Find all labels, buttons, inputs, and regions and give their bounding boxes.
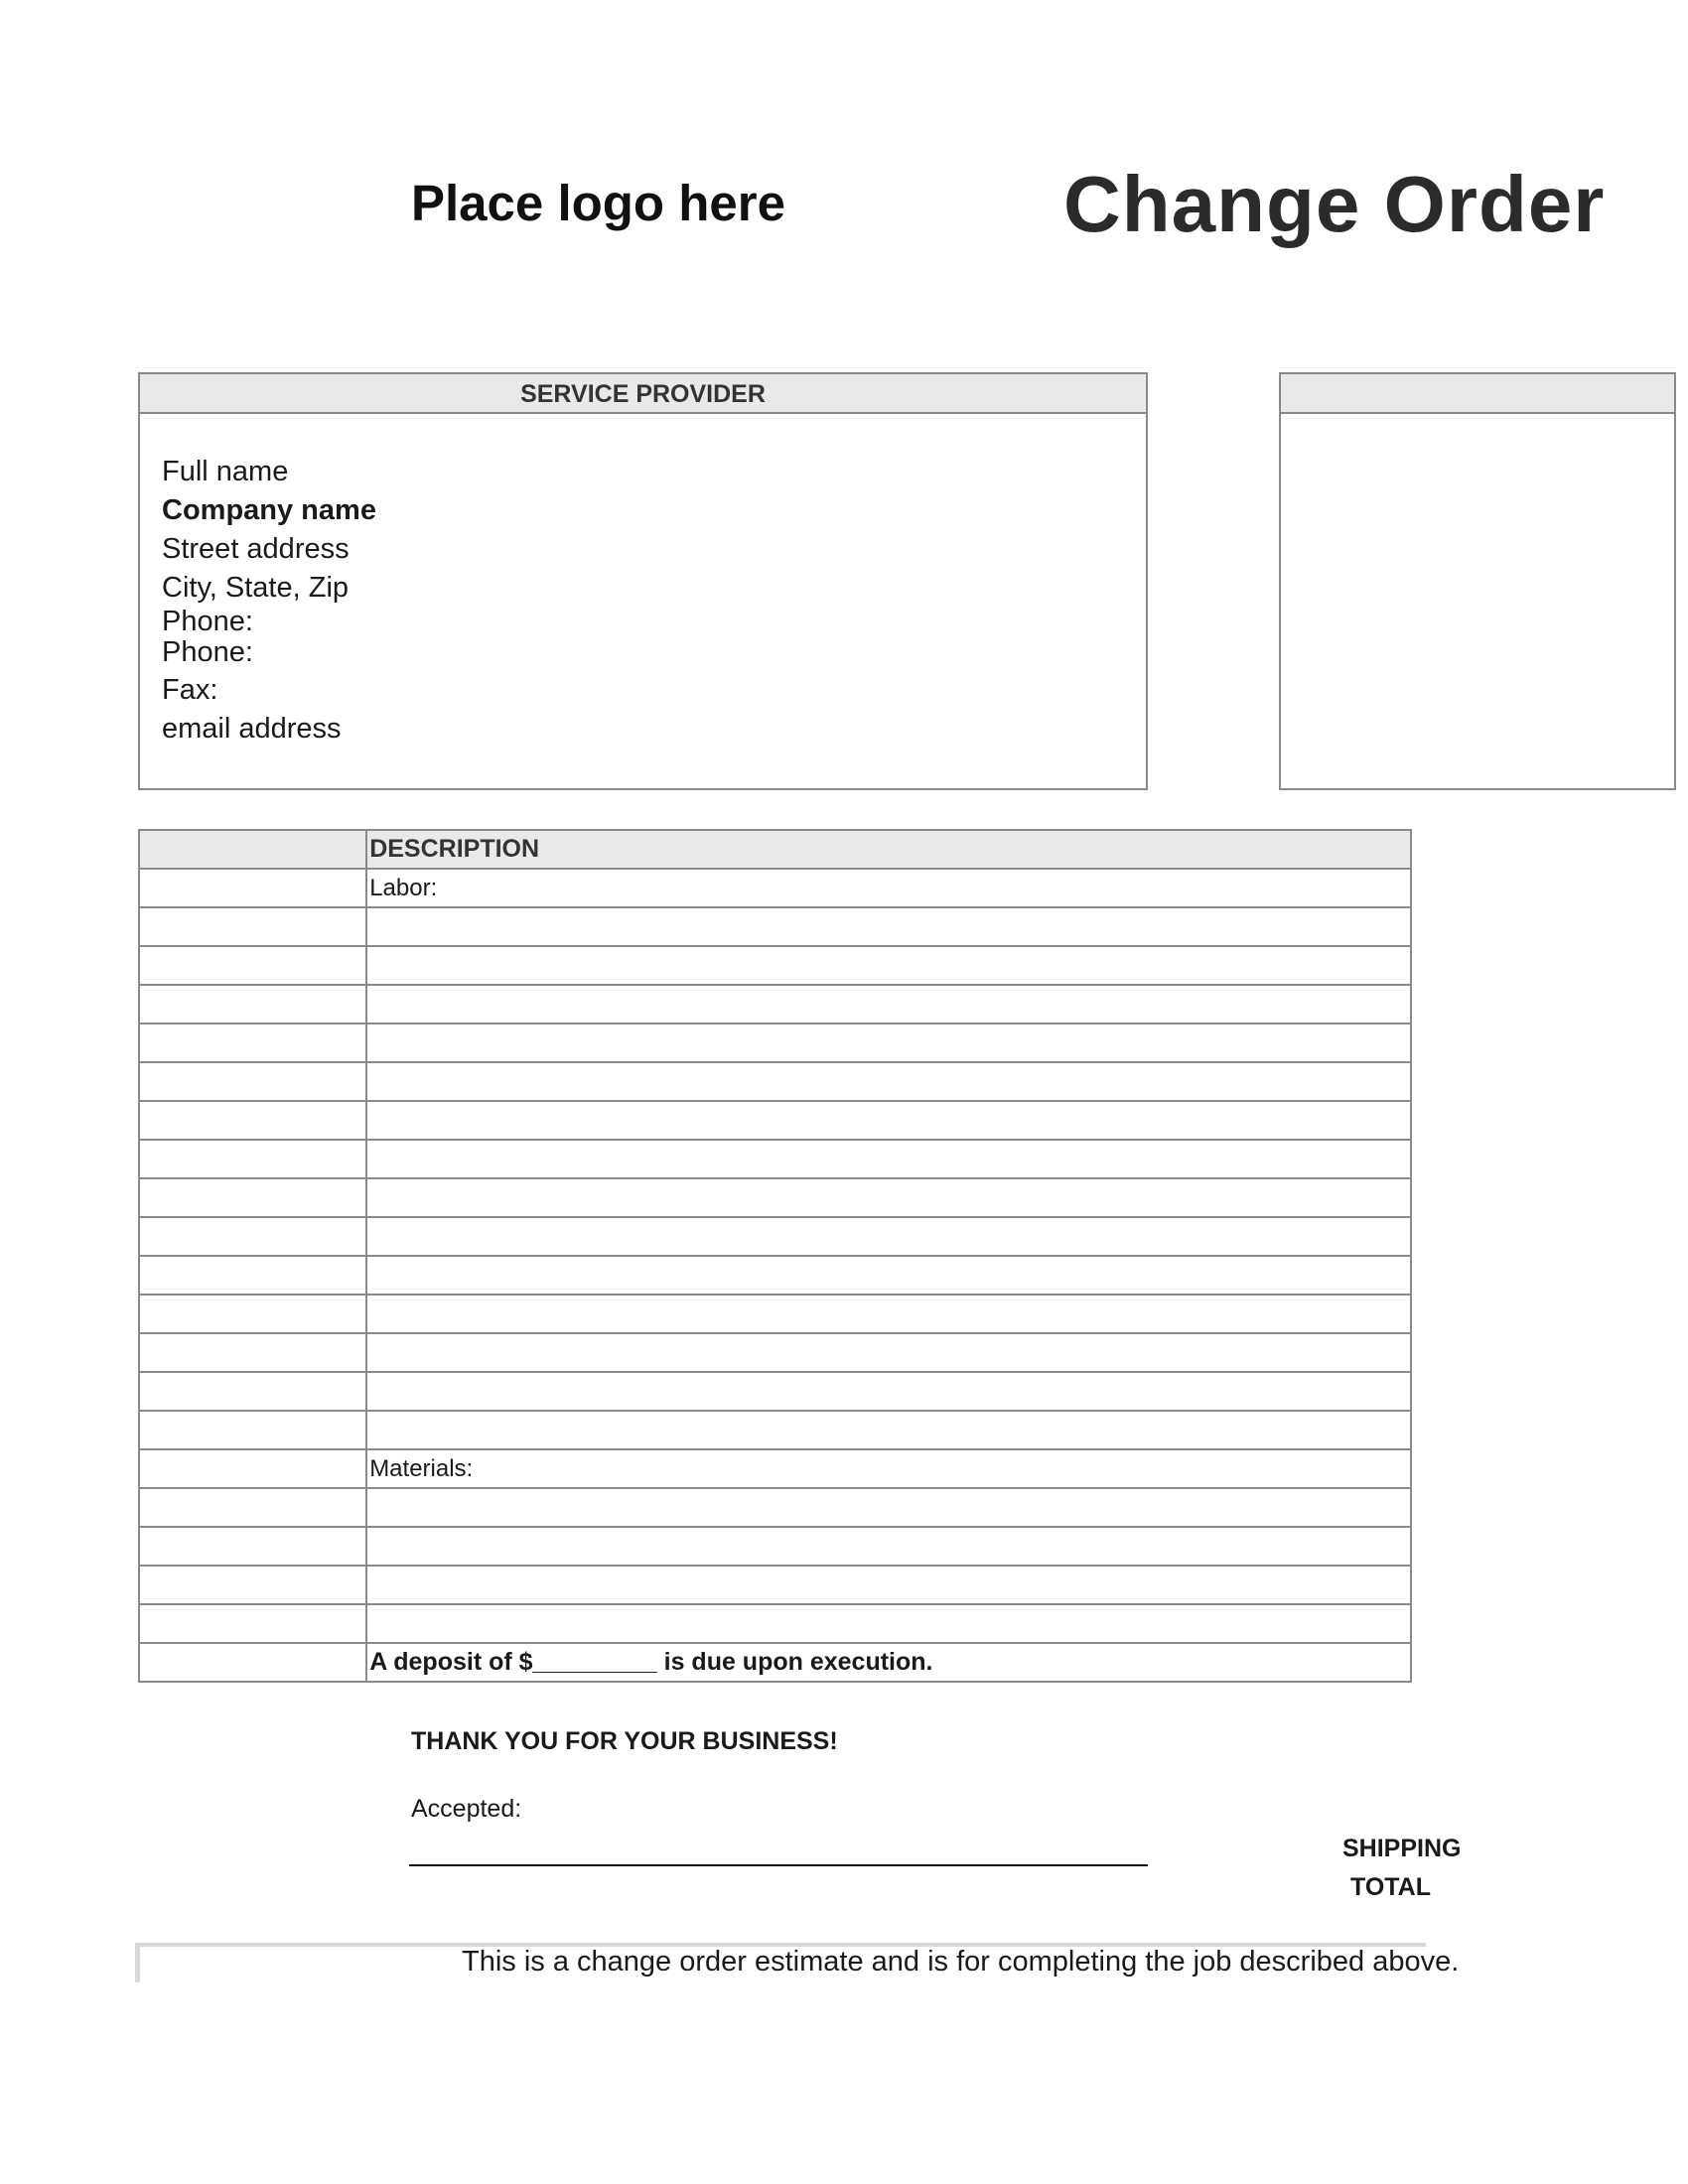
table-row	[139, 1527, 1411, 1566]
item-cell[interactable]	[139, 1024, 366, 1062]
description-cell[interactable]	[366, 1140, 1411, 1178]
header-cell-blank	[139, 830, 366, 869]
document-title: Change Order	[1063, 160, 1606, 248]
shipping-label: SHIPPING	[1342, 1835, 1462, 1862]
description-cell[interactable]	[366, 1178, 1411, 1217]
item-cell[interactable]	[139, 869, 366, 907]
description-cell[interactable]	[366, 1295, 1411, 1333]
item-cell[interactable]	[139, 1140, 366, 1178]
table-row	[139, 1488, 1411, 1527]
item-cell[interactable]	[139, 1604, 366, 1643]
table-row	[139, 1101, 1411, 1140]
footer-divider-edge	[135, 1943, 140, 1982]
description-cell[interactable]	[366, 1024, 1411, 1062]
description-cell[interactable]	[366, 1566, 1411, 1604]
table-row	[139, 1178, 1411, 1217]
item-cell[interactable]	[139, 946, 366, 985]
item-cell[interactable]	[139, 985, 366, 1024]
description-cell[interactable]	[366, 1333, 1411, 1372]
item-cell[interactable]	[139, 1256, 366, 1295]
item-cell[interactable]	[139, 1372, 366, 1411]
provider-phone-1: Phone:	[162, 606, 253, 637]
table-row	[139, 1217, 1411, 1256]
client-box	[1279, 372, 1676, 790]
service-provider-heading: SERVICE PROVIDER	[140, 374, 1146, 414]
provider-phone-2: Phone:	[162, 636, 253, 668]
description-cell[interactable]	[366, 946, 1411, 985]
description-cell[interactable]	[366, 1411, 1411, 1449]
item-cell[interactable]	[139, 1449, 366, 1488]
description-cell[interactable]	[366, 1372, 1411, 1411]
item-cell[interactable]	[139, 907, 366, 946]
labor-label: Labor:	[366, 869, 1411, 907]
description-cell[interactable]	[366, 907, 1411, 946]
signature-line[interactable]	[409, 1864, 1148, 1866]
table-row	[139, 985, 1411, 1024]
item-cell[interactable]	[139, 1333, 366, 1372]
provider-street-address: Street address	[162, 533, 350, 565]
item-cell[interactable]	[139, 1411, 366, 1449]
description-cell[interactable]	[366, 1062, 1411, 1101]
client-heading	[1281, 374, 1674, 414]
description-cell[interactable]	[366, 1527, 1411, 1566]
service-provider-box	[138, 372, 1148, 790]
provider-city-state-zip: City, State, Zip	[162, 572, 350, 604]
description-cell[interactable]	[366, 1604, 1411, 1643]
item-cell[interactable]	[139, 1488, 366, 1527]
table-row	[139, 946, 1411, 985]
deposit-row	[139, 1643, 1411, 1682]
logo-placeholder: Place logo here	[411, 175, 785, 231]
table-row	[139, 1295, 1411, 1333]
table-row	[139, 1604, 1411, 1643]
description-cell[interactable]	[366, 1488, 1411, 1527]
total-label: TOTAL	[1350, 1873, 1432, 1901]
table-row	[139, 1062, 1411, 1101]
item-cell[interactable]	[139, 1217, 366, 1256]
provider-company-name: Company name	[162, 494, 376, 526]
table-header-row	[139, 830, 1411, 869]
table-row	[139, 1411, 1411, 1449]
provider-fax: Fax:	[162, 674, 218, 706]
header-cell-description: DESCRIPTION	[366, 830, 1411, 869]
description-cell[interactable]	[366, 1256, 1411, 1295]
item-cell[interactable]	[139, 1295, 366, 1333]
item-cell[interactable]	[139, 1643, 366, 1682]
provider-email: email address	[162, 713, 342, 745]
accepted-label: Accepted:	[411, 1795, 522, 1823]
table-row	[139, 1566, 1411, 1604]
table-row	[139, 1256, 1411, 1295]
deposit-text: A deposit of $_________ is due upon execution.	[366, 1643, 1411, 1682]
item-cell[interactable]	[139, 1566, 366, 1604]
table-row	[139, 1372, 1411, 1411]
item-cell[interactable]	[139, 1062, 366, 1101]
items-table	[138, 829, 1412, 1683]
item-cell[interactable]	[139, 1527, 366, 1566]
description-cell[interactable]	[366, 985, 1411, 1024]
table-row	[139, 869, 1411, 907]
table-row	[139, 1024, 1411, 1062]
table-row	[139, 1140, 1411, 1178]
item-cell[interactable]	[139, 1178, 366, 1217]
footer-note: This is a change order estimate and is for completing the job described above.	[462, 1946, 1460, 1978]
description-cell[interactable]	[366, 1217, 1411, 1256]
item-cell[interactable]	[139, 1101, 366, 1140]
table-row	[139, 1333, 1411, 1372]
table-row	[139, 1449, 1411, 1488]
materials-label: Materials:	[366, 1449, 1411, 1488]
table-row	[139, 907, 1411, 946]
thank-you-message: THANK YOU FOR YOUR BUSINESS!	[411, 1727, 838, 1755]
description-cell[interactable]	[366, 1101, 1411, 1140]
provider-full-name: Full name	[162, 456, 289, 487]
